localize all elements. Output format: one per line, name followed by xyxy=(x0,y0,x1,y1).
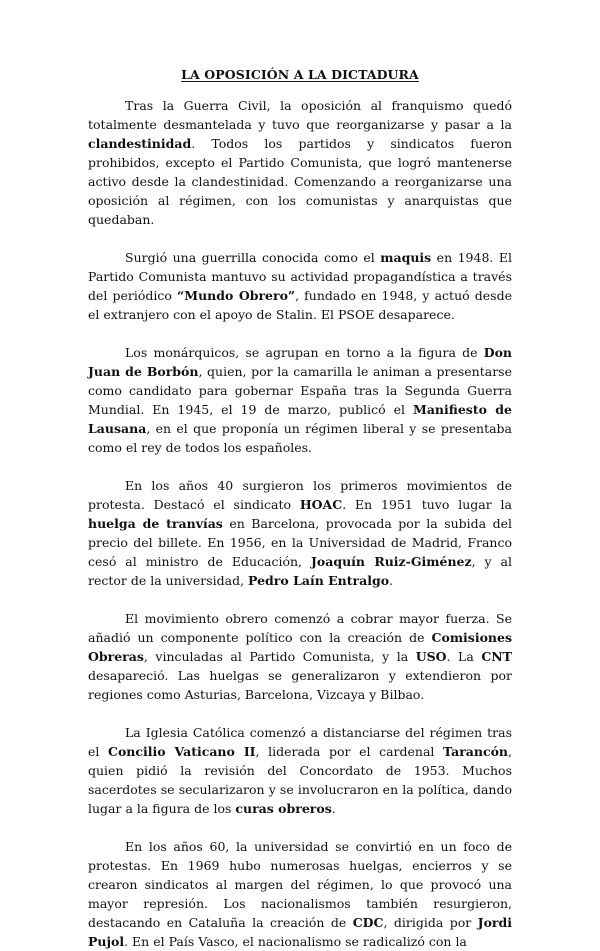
text-run: , fundado en 1948, y actuó desde el extranjero con el apoyo de Stalin. El PSOE desaparece. xyxy=(88,288,512,322)
paragraph-protest-movements xyxy=(88,476,512,590)
text-run: . En 1951 tuvo lugar la xyxy=(342,497,512,512)
text-run: . En el País Vasco, el nacionalismo se radicalizó con la xyxy=(124,934,467,949)
text-run: , liderada por el cardenal xyxy=(255,744,443,759)
bold-term: HOAC xyxy=(299,497,343,512)
text-run: , quien, por la camarilla le animan a presentarse como candidato para gobernar España tras la Segunda Guerra Mundial. En 1945, el 19 de marzo, publicó el xyxy=(88,364,512,417)
text-run: Surgió una guerrilla conocida como el xyxy=(125,250,381,265)
text-run: Los monárquicos, se agrupan en torno a la figura de xyxy=(125,345,484,360)
bold-term: CDC xyxy=(352,915,384,930)
bold-term: curas obreros xyxy=(235,801,332,816)
text-run: En los años 40 surgieron los primeros movimientos de protesta. Destacó el sindicato xyxy=(88,478,512,512)
text-run: . xyxy=(389,573,394,588)
text-run: . La xyxy=(446,649,482,664)
bold-term: “Mundo Obrero” xyxy=(177,288,296,303)
text-run: . Todos los partidos y sindicatos fueron prohibidos, excepto el Partido Comunista, que logró mantenerse activo desde la clandestinidad. Comenzando a reorganizarse una oposición al régimen, con los comunistas y anarquistas que quedaban. xyxy=(88,136,512,227)
bold-term: Concilio Vaticano II xyxy=(108,744,256,759)
bold-term: Don Juan de Borbón xyxy=(88,345,512,379)
text-run: , y al rector de la universidad, xyxy=(88,554,512,588)
paragraph-university-nationalism xyxy=(88,837,512,951)
bold-term: Joaquín Ruiz-Giménez xyxy=(310,554,472,569)
paragraph-maquis xyxy=(88,248,512,324)
text-run: , quien pidió la revisión del Concordato de 1953. Muchos sacerdotes se secularizaron y se involucraron en la política, dando lugar a la figura de los xyxy=(88,744,512,816)
document-title: LA OPOSICIÓN A LA DICTADURA xyxy=(181,67,419,82)
text-run: en 1948. El Partido Comunista mantuvo su actividad propagandística a través del periódico xyxy=(88,250,512,303)
bold-term: Comisiones Obreras xyxy=(88,630,512,664)
bold-term: huelga de tranvías xyxy=(88,516,223,531)
bold-term: USO xyxy=(415,649,447,664)
text-run: en Barcelona, provocada por la subida del precio del billete. En 1956, en la Universidad de Madrid, Franco cesó al ministro de Educación, xyxy=(88,516,512,569)
text-run: El movimiento obrero comenzó a cobrar mayor fuerza. Se añadió un componente político con la creación de xyxy=(88,611,512,645)
bold-term: Jordi Pujol xyxy=(88,915,512,949)
paragraph-monarchists xyxy=(88,343,512,457)
text-run: , vinculadas al Partido Comunista, y la xyxy=(143,649,416,664)
bold-term: CNT xyxy=(481,649,512,664)
paragraph-workers-movement xyxy=(88,609,512,704)
text-run: , en el que proponía un régimen liberal y se presentaba como el rey de todos los españoles. xyxy=(88,421,512,455)
bold-term: clandestinidad xyxy=(88,136,192,151)
paragraph-postwar-opposition xyxy=(88,96,512,229)
paragraph-catholic-church xyxy=(88,723,512,818)
text-run: , dirigida por xyxy=(383,915,478,930)
text-run: En los años 60, la universidad se convirtió en un foco de protestas. En 1969 hubo numerosas huelgas, encierros y se crearon sindicatos al margen del régimen, lo que provocó una mayor represión. Los nacionalismos también resurgieron, destacando en Cataluña la creación de xyxy=(88,839,512,930)
bold-term: Pedro Laín Entralgo xyxy=(248,573,390,588)
text-run: desapareció. Las huelgas se generalizaron y extendieron por regiones como Asturias, Barcelona, Vizcaya y Bilbao. xyxy=(88,668,512,702)
bold-term: Manifiesto de Lausana xyxy=(88,402,512,436)
text-run: Tras la Guerra Civil, la oposición al franquismo quedó totalmente desmantelada y tuvo que reorganizarse y pasar a la xyxy=(88,98,512,132)
text-run: La Iglesia Católica comenzó a distanciarse del régimen tras el xyxy=(88,725,512,759)
text-run: . xyxy=(331,801,336,816)
bold-term: Tarancón xyxy=(443,744,509,759)
bold-term: maquis xyxy=(380,250,432,265)
